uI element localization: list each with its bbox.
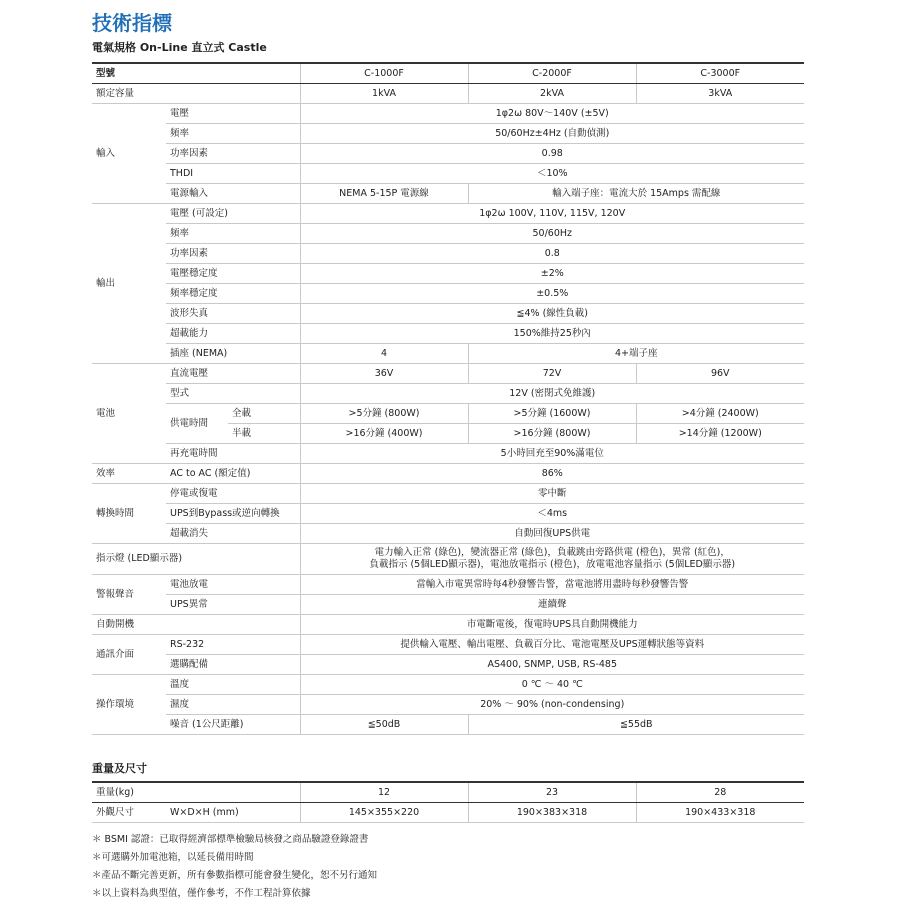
table-row: 插座 (NEMA) 4 4+端子座 bbox=[92, 344, 804, 364]
footnote: ＊產品不斷完善更新，所有參數指標可能會發生變化，恕不另行通知 bbox=[92, 870, 378, 881]
table-row: 半載 >16分鐘 (400W) >16分鐘 (800W) >14分鐘 (1200W) bbox=[92, 424, 804, 444]
table-row: 功率因素 0.98 bbox=[92, 144, 804, 164]
table-row: 警報聲音 電池放電 當輸入市電異常時每4秒發響告警，當電池將用盡時每秒發響告警 bbox=[92, 575, 804, 595]
table-row bbox=[92, 544, 804, 575]
table-row: 頻率穩定度 ±0.5% bbox=[92, 284, 804, 304]
table-row: 自動開機 市電斷電後，復電時UPS具自動開機能力 bbox=[92, 615, 804, 635]
group-comm: 通訊介面 bbox=[92, 635, 166, 675]
table-row: 電壓穩定度 ±2% bbox=[92, 264, 804, 284]
table-row: 轉換時間 停電或復電 零中斷 bbox=[92, 484, 804, 504]
table-row: 電源輸入 NEMA 5-15P 電源線 輸入端子座：電流大於 15Amps 需配線 bbox=[92, 184, 804, 204]
table-row: 外觀尺寸 W×D×H (mm) 145×355×220 190×383×318 190×433×318 bbox=[92, 803, 804, 823]
table-row: 通訊介面 RS-232 提供輸入電壓、輸出電壓、負載百分比、電池電壓及UPS運轉狀態等資料 bbox=[92, 635, 804, 655]
table-row: 波形失真 ≦4% (線性負載) bbox=[92, 304, 804, 324]
table-row: UPS異常 連續聲 bbox=[92, 595, 804, 615]
table-row: 頻率 50/60Hz±4Hz (自動偵測) bbox=[92, 124, 804, 144]
page-title: 技術指標 bbox=[92, 11, 172, 35]
table-row: 供電時間 全載 >5分鐘 (800W) >5分鐘 (1600W) >4分鐘 (2400W) bbox=[92, 404, 804, 424]
group-input: 輸入 bbox=[92, 104, 166, 204]
footnote: ＊可選購外加電池箱，以延長備用時間 bbox=[92, 852, 254, 863]
group-environment: 操作環境 bbox=[92, 675, 166, 735]
spec-sheet bbox=[92, 10, 804, 903]
table-row: 電池 直流電壓 36V 72V 96V bbox=[92, 364, 804, 384]
led-line-2: 負載指示 (5個LED顯示器)，電池放電指示 (橙色)，放電電池容量指示 (5個LED顯示器) bbox=[369, 559, 736, 570]
table-row: 選購配備 AS400, SNMP, USB, RS-485 bbox=[92, 655, 804, 675]
model-c2000f: C-2000F bbox=[468, 63, 636, 84]
table-row: 型式 12V (密閉式免維護) bbox=[92, 384, 804, 404]
page-subtitle: 電氣規格 On-Line 直立式 Castle bbox=[92, 41, 267, 54]
group-output: 輸出 bbox=[92, 204, 166, 364]
model-label: 型號 bbox=[92, 63, 300, 84]
table-row: 輸入 電壓 1φ2ω 80V～140V (±5V) bbox=[92, 104, 804, 124]
dimensions-table bbox=[92, 781, 804, 823]
group-alarm: 警報聲音 bbox=[92, 575, 166, 615]
table-row: UPS到Bypass或逆向轉換 ＜4ms bbox=[92, 504, 804, 524]
model-c3000f: C-3000F bbox=[636, 63, 804, 84]
footnote: ＊以上資料為典型值，僅作參考，不作工程計算依據 bbox=[92, 888, 311, 899]
table-row: 濕度 20% ～ 90% (non-condensing) bbox=[92, 695, 804, 715]
dimensions-title: 重量及尺寸 bbox=[92, 762, 147, 775]
table-row: 超載能力 150%維持25秒內 bbox=[92, 324, 804, 344]
led-line-1: 電力輸入正常 (綠色)，變流器正常 (綠色)，負載跳由旁路供電 (橙色)，異常 (紅色)， bbox=[374, 547, 730, 558]
table-row: 重量(kg) 12 23 28 bbox=[92, 782, 804, 803]
group-led: 指示燈 (LED顯示器) bbox=[92, 544, 300, 575]
table-row: 超載消失 自動回復UPS供電 bbox=[92, 524, 804, 544]
table-row: 輸出 電壓 (可設定) 1φ2ω 100V, 110V, 115V, 120V bbox=[92, 204, 804, 224]
spec-table bbox=[92, 62, 804, 735]
group-efficiency: 效率 bbox=[92, 464, 166, 484]
table-row: 操作環境 溫度 0 ℃ ～ 40 ℃ bbox=[92, 675, 804, 695]
table-row: THDI ＜10% bbox=[92, 164, 804, 184]
table-row: 功率因素 0.8 bbox=[92, 244, 804, 264]
table-row: 額定容量 1kVA 2kVA 3kVA bbox=[92, 84, 804, 104]
group-battery: 電池 bbox=[92, 364, 166, 464]
model-c1000f: C-1000F bbox=[300, 63, 468, 84]
table-row: 效率 AC to AC (額定值) 86% bbox=[92, 464, 804, 484]
table-row: 再充電時間 5小時回充至90%滿電位 bbox=[92, 444, 804, 464]
table-row: 頻率 50/60Hz bbox=[92, 224, 804, 244]
table-row: 噪音 (1公尺距離) ≦50dB ≦55dB bbox=[92, 715, 804, 735]
group-auto-start: 自動開機 bbox=[92, 615, 300, 635]
footnote: ＊ BSMI 認證：已取得經濟部標準檢驗局核發之商品驗證登錄證書 bbox=[92, 834, 369, 845]
table-header-row bbox=[92, 63, 804, 84]
group-transfer: 轉換時間 bbox=[92, 484, 166, 544]
footnotes bbox=[92, 831, 804, 903]
